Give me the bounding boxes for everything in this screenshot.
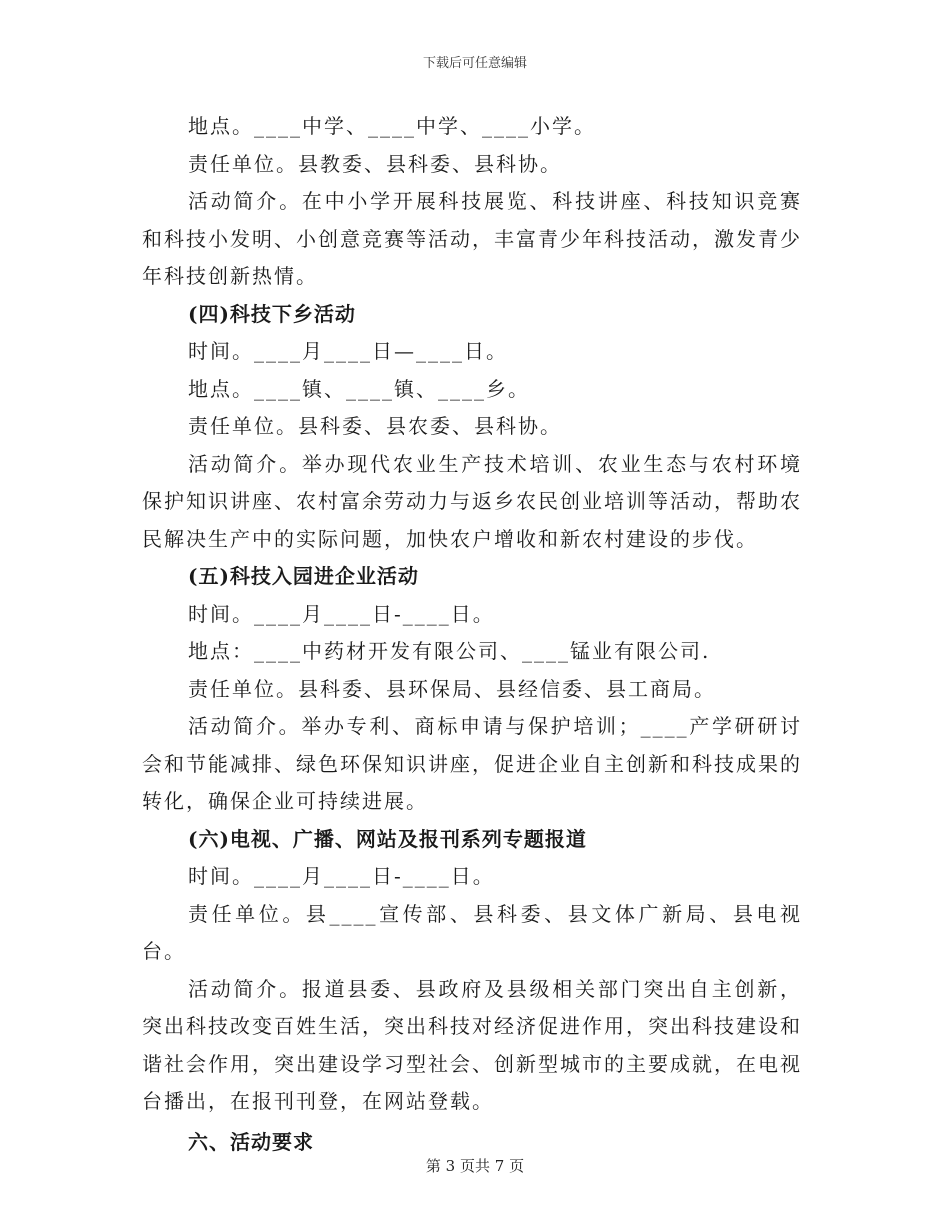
paragraph-activity-intro: 活动简介。在中小学开展科技展览、科技讲座、科技知识竞赛和科技小发明、小创意竞赛等活动，丰富青少年科技活动，激发青少年科技创新热情。 xyxy=(142,189,802,288)
paragraph-activity-intro: 活动简介。报道县委、县政府及县级相关部门突出自主创新，突出科技改变百姓生活，突出科技对经济促进作用，突出科技建设和谐社会作用，突出建设学习型社会、创新型城市的主要成就，在电视台播出，在报刊刊登，在网站登载。 xyxy=(142,976,802,1113)
paragraph-activity-intro: 活动简介。举办专利、商标申请与保护培训；____产学研研讨会和节能减排、绿色环保知识讲座，促进企业自主创新和科技成果的转化，确保企业可持续进展。 xyxy=(142,714,802,813)
paragraph-location: 地点。____中学、____中学、____小学。 xyxy=(188,114,596,138)
paragraph-location: 地点：____中药材开发有限公司、____锰业有限公司. xyxy=(188,639,711,663)
page-header: 下载后可任意编辑 xyxy=(422,56,527,71)
heading-activity-requirements: 六、活动要求 xyxy=(188,1129,314,1154)
heading-tech-to-countryside: (四)科技下乡活动 xyxy=(188,301,356,326)
paragraph-time: 时间。____月____日-____日。 xyxy=(188,864,495,888)
paragraph-time: 时间。____月____日—____日。 xyxy=(188,339,508,363)
paragraph-time: 时间。____月____日-____日。 xyxy=(188,601,495,626)
paragraph-activity-intro: 活动简介。举办现代农业生产技术培训、农业生态与农村环境保护知识讲座、农村富余劳动力与返乡农民创业培训等活动，帮助农民解决生产中的实际问题，加快农户增收和新农村建设的步伐。 xyxy=(142,451,802,551)
paragraph-location: 地点。____镇、____镇、____乡。 xyxy=(188,376,530,401)
paragraph-responsible-unit: 责任单位。县科委、县农委、县科协。 xyxy=(188,414,562,438)
page-footer: 第 3 页共 7 页 xyxy=(425,1157,525,1175)
paragraph-responsible-unit: 责任单位。县____宣传部、县科委、县文体广新局、县电视台。 xyxy=(142,901,802,963)
heading-media-reports: (六)电视、广播、网站及报刊系列专题报道 xyxy=(188,826,587,851)
heading-tech-into-enterprise: (五)科技入园进企业活动 xyxy=(188,564,419,588)
paragraph-responsible-unit: 责任单位。县教委、县科委、县科协。 xyxy=(188,151,562,176)
document-body xyxy=(142,108,802,1161)
paragraph-responsible-unit: 责任单位。县科委、县环保局、县经信委、县工商局。 xyxy=(188,676,716,701)
